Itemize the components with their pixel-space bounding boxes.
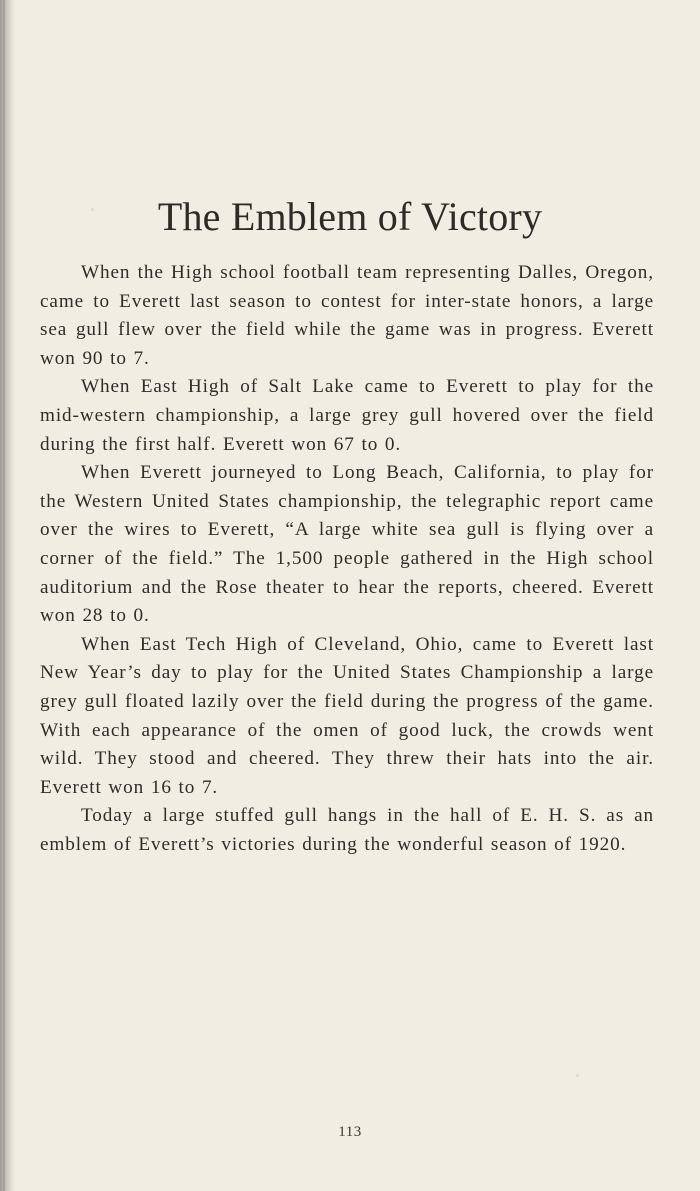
page-title: The Emblem of Victory [157,194,543,239]
paragraph-cleveland-game: When East Tech High of Cleveland, Ohio, came to Everett last New Year’s day to play for the United States Championship a large grey gull floated lazily over the field during the progress of the game. With each appearance of the omen of good luck, the crowds went wild. They stood and cheered. They threw their hats into the air. Everett won 16 to 7. [40,633,654,798]
paragraph-stuffed-gull: Today a large stuffed gull hangs in the hall of E. H. S. as an emblem of Everett’s victories during the wonderful season of 1920. [40,805,654,855]
paragraph-long-beach-game: When Everett journeyed to Long Beach, California, to play for the Western United States championship, the telegraphic report came over the wires to Everett, “A large white sea gull is flying over a corner of the field.” The 1,500 people gathered in the High school auditorium and the Rose theater to hear the reports, cheered. Everett won 28 to 0. [40,462,654,627]
paper-speck [576,1074,579,1077]
article-body [40,259,654,859]
paragraph-dalles-game: When the High school football team representing Dalles, Oregon, came to Everett last season to contest for inter-state honors, a large sea gull flew over the field while the game was in progress. Everett won 90 to 7. [40,262,654,369]
page-number: 113 [338,1124,362,1140]
paragraph-salt-lake-game: When East High of Salt Lake came to Everett to play for the mid-western championship, a large grey gull hovered over the field during the first half. Everett won 67 to 0. [40,376,654,455]
page-gutter-line [3,0,5,1191]
